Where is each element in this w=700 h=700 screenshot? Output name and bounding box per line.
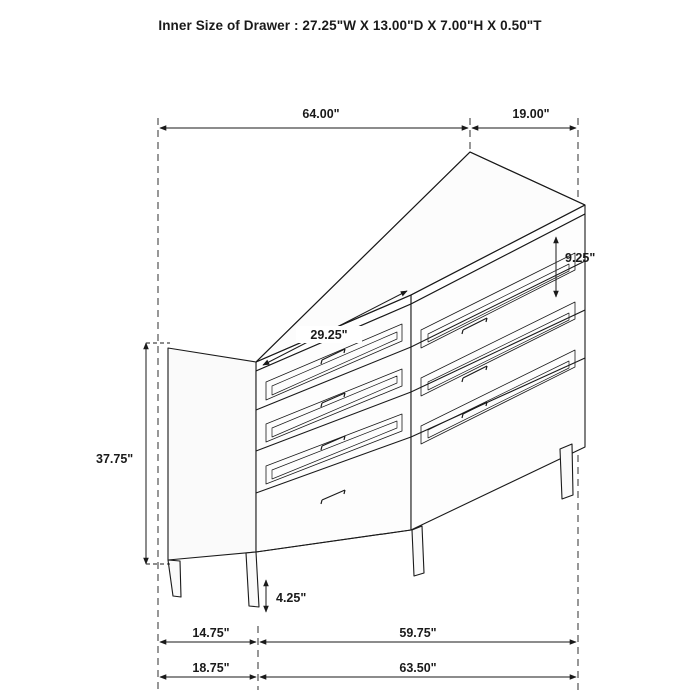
- dim-label-top-drawer-height: 9.25": [565, 251, 596, 265]
- dim-label-front-overall-width: 63.50": [399, 661, 437, 675]
- dim-label-side-base-depth: 14.75": [192, 626, 230, 640]
- dim-label-top-surface-depth: 29.25": [310, 328, 348, 342]
- dresser-body: [168, 152, 585, 607]
- dim-label-side-overall-depth: 18.75": [192, 661, 230, 675]
- dim-label-front-width-top: 64.00": [302, 107, 340, 121]
- dim-label-side-depth-top: 19.00": [512, 107, 550, 121]
- dim-label-leg-height: 4.25": [276, 591, 307, 605]
- dim-label-overall-height: 37.75": [96, 452, 134, 466]
- page-title: Inner Size of Drawer : 27.25"W X 13.00"D X 7.00"H X 0.50"T: [158, 18, 542, 33]
- dim-label-front-base-width: 59.75": [399, 626, 437, 640]
